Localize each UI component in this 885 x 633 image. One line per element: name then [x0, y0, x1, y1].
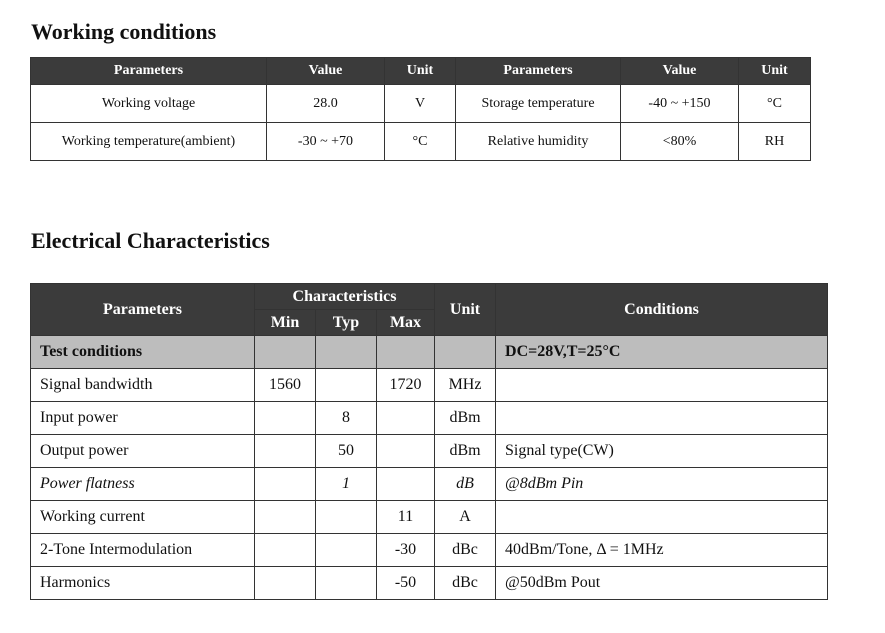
- typ-cell: [316, 369, 377, 402]
- table-row: [31, 501, 828, 534]
- conditions-cell: 40dBm/Tone, Δ = 1MHz: [496, 534, 828, 567]
- max-cell: 1720: [377, 369, 435, 402]
- min-cell: [255, 402, 316, 435]
- table-cell: -30 ~ +70: [267, 123, 385, 161]
- min-cell: [255, 534, 316, 567]
- unit-cell: dB: [435, 468, 496, 501]
- table-cell: V: [385, 85, 456, 123]
- table-cell: Working temperature(ambient): [31, 123, 267, 161]
- min-cell: [255, 501, 316, 534]
- table-cell: °C: [739, 85, 811, 123]
- table-cell: °C: [385, 123, 456, 161]
- typ-cell: [316, 567, 377, 600]
- min-cell: 1560: [255, 369, 316, 402]
- table-cell: Working voltage: [31, 85, 267, 123]
- test-conditions-row: [31, 336, 828, 369]
- header-parameters-2: Parameters: [456, 58, 621, 85]
- max-cell: -50: [377, 567, 435, 600]
- conditions-cell: [496, 369, 828, 402]
- header-unit-2: Unit: [739, 58, 811, 85]
- working-conditions-table: [30, 57, 811, 161]
- working-conditions-title: Working conditions: [31, 19, 217, 44]
- param-cell: Output power: [31, 435, 255, 468]
- max-cell: 11: [377, 501, 435, 534]
- param-cell: Harmonics: [31, 567, 255, 600]
- header-parameters: Parameters: [31, 58, 267, 85]
- header-value-2: Value: [621, 58, 739, 85]
- table-row: [31, 435, 828, 468]
- test-conditions-label: Test conditions: [31, 336, 255, 369]
- table-cell: 28.0: [267, 85, 385, 123]
- unit-cell: MHz: [435, 369, 496, 402]
- header-typ: Typ: [316, 310, 377, 336]
- max-cell: [377, 435, 435, 468]
- conditions-cell: @50dBm Pout: [496, 567, 828, 600]
- unit-cell: dBm: [435, 402, 496, 435]
- table-cell: <80%: [621, 123, 739, 161]
- min-cell: [255, 435, 316, 468]
- conditions-cell: Signal type(CW): [496, 435, 828, 468]
- header-conditions: Conditions: [496, 284, 828, 336]
- param-cell: Signal bandwidth: [31, 369, 255, 402]
- table-cell: [316, 336, 377, 369]
- max-cell: [377, 402, 435, 435]
- header-value: Value: [267, 58, 385, 85]
- table-cell: [435, 336, 496, 369]
- typ-cell: 8: [316, 402, 377, 435]
- header-characteristics: Characteristics: [255, 284, 435, 310]
- electrical-characteristics-table: [30, 283, 828, 600]
- unit-cell: dBm: [435, 435, 496, 468]
- conditions-cell: [496, 501, 828, 534]
- table-header-row: [31, 284, 828, 310]
- header-unit: Unit: [435, 284, 496, 336]
- table-row: [31, 369, 828, 402]
- param-cell: Power flatness: [31, 468, 255, 501]
- table-row: [31, 567, 828, 600]
- table-cell: Storage temperature: [456, 85, 621, 123]
- table-cell: Relative humidity: [456, 123, 621, 161]
- test-conditions-value: DC=28V,T=25°C: [496, 336, 828, 369]
- header-max: Max: [377, 310, 435, 336]
- typ-cell: 50: [316, 435, 377, 468]
- electrical-characteristics-title: Electrical Characteristics: [31, 228, 270, 253]
- header-parameters: Parameters: [31, 284, 255, 336]
- max-cell: -30: [377, 534, 435, 567]
- table-cell: [255, 336, 316, 369]
- conditions-cell: @8dBm Pin: [496, 468, 828, 501]
- table-cell: -40 ~ +150: [621, 85, 739, 123]
- param-cell: 2-Tone Intermodulation: [31, 534, 255, 567]
- header-unit: Unit: [385, 58, 456, 85]
- typ-cell: [316, 534, 377, 567]
- max-cell: [377, 468, 435, 501]
- unit-cell: A: [435, 501, 496, 534]
- table-row: [31, 123, 811, 161]
- table-header-row: [31, 58, 811, 85]
- table-row: [31, 468, 828, 501]
- header-min: Min: [255, 310, 316, 336]
- conditions-cell: [496, 402, 828, 435]
- table-row: [31, 85, 811, 123]
- table-row: [31, 534, 828, 567]
- param-cell: Working current: [31, 501, 255, 534]
- typ-cell: [316, 501, 377, 534]
- param-cell: Input power: [31, 402, 255, 435]
- table-row: [31, 402, 828, 435]
- table-cell: [377, 336, 435, 369]
- unit-cell: dBc: [435, 534, 496, 567]
- unit-cell: dBc: [435, 567, 496, 600]
- min-cell: [255, 468, 316, 501]
- table-cell: RH: [739, 123, 811, 161]
- typ-cell: 1: [316, 468, 377, 501]
- min-cell: [255, 567, 316, 600]
